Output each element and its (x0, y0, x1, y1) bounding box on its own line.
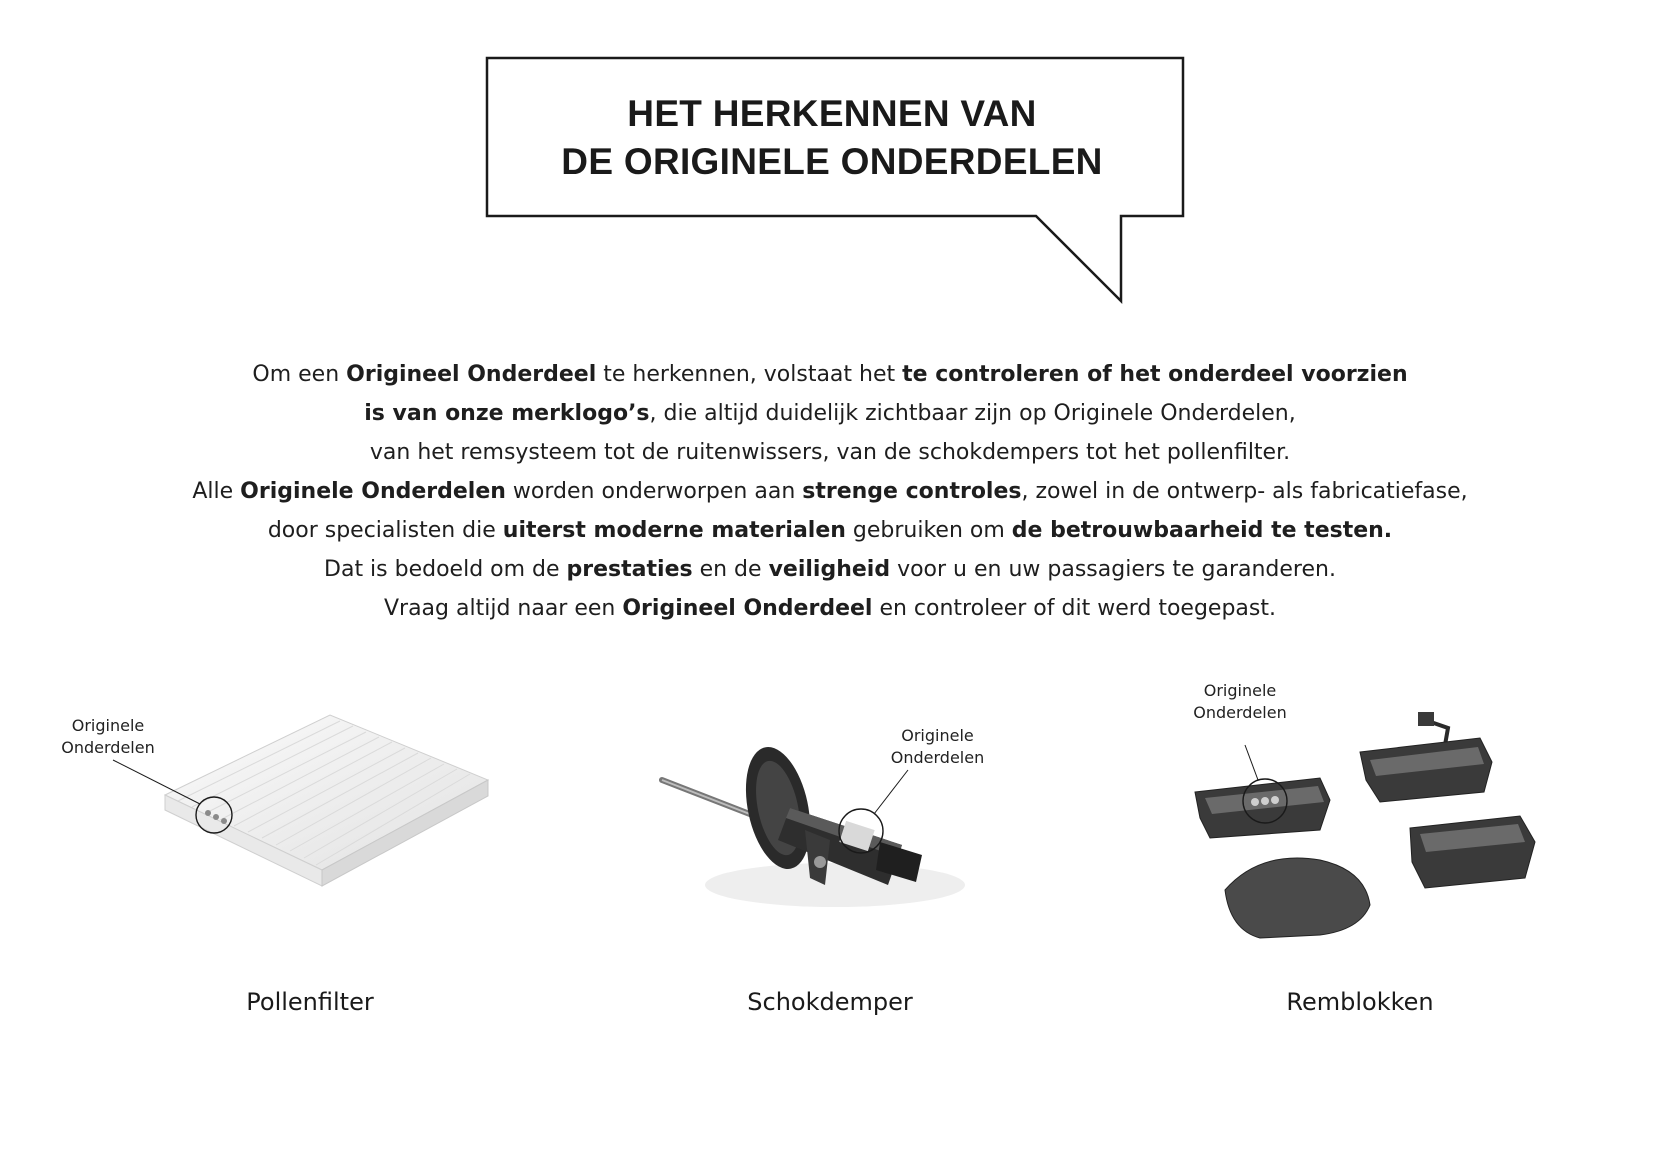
text: en de (692, 557, 769, 582)
callout-label (58, 715, 158, 759)
product-caption: Schokdemper (747, 988, 913, 1016)
intro-line-7 (100, 589, 1560, 628)
product-caption: Remblokken (1286, 988, 1434, 1016)
intro-line-2 (100, 394, 1560, 433)
intro-line-1 (100, 355, 1560, 394)
text: Alle (192, 479, 241, 504)
emphasis: te controleren of het onderdeel voorzien (902, 362, 1408, 387)
emphasis: Originele Onderdelen (240, 479, 506, 504)
intro-paragraph (100, 355, 1560, 628)
intro-line-6 (100, 550, 1560, 589)
emphasis: strenge controles (802, 479, 1022, 504)
callout-line-2: Onderdelen (1193, 703, 1287, 722)
callout-line-2: Onderdelen (890, 748, 985, 767)
text: , zowel in de ontwerp- als fabricatiefase, (1021, 479, 1468, 504)
callout-label (1190, 680, 1290, 724)
product-pollenfilter (50, 700, 510, 1060)
intro-line-4 (100, 472, 1560, 511)
text: worden onderworpen aan (505, 479, 803, 504)
callout-label (885, 725, 990, 769)
product-schokdemper (640, 700, 1020, 1060)
text: te herkennen, volstaat het (596, 362, 903, 387)
text: Dat is bedoeld om de (324, 557, 567, 582)
callout-line-2: Onderdelen (61, 738, 155, 757)
page-title (487, 90, 1177, 186)
emphasis: prestaties (566, 557, 693, 582)
callout-line-1: Originele (901, 726, 974, 745)
text: gebruiken om (845, 518, 1012, 543)
text: voor u en uw passagiers te garanderen. (890, 557, 1336, 582)
text: , die altijd duidelijk zichtbaar zijn op Originele Onderdelen, (649, 401, 1296, 426)
text: door specialisten die (267, 518, 503, 543)
emphasis: Origineel Onderdeel (346, 362, 597, 387)
emphasis: uiterst moderne materialen (502, 518, 846, 543)
emphasis: Origineel Onderdeel (622, 596, 873, 621)
intro-line-3 (100, 433, 1560, 472)
text: en controleer of dit werd toegepast. (872, 596, 1276, 621)
callout-line-1: Originele (1203, 681, 1277, 700)
text: van het remsysteem tot de ruitenwissers, van de schokdempers tot het pollenfilter. (369, 440, 1291, 465)
emphasis: veiligheid (768, 557, 891, 582)
product-caption: Pollenfilter (246, 988, 374, 1016)
title-line-1: HET HERKENNEN VAN (627, 93, 1037, 134)
title-line-2: DE ORIGINELE ONDERDELEN (561, 141, 1103, 182)
emphasis: de betrouwbaarheid te testen. (1011, 518, 1393, 543)
intro-line-5 (100, 511, 1560, 550)
text: Om een (252, 362, 347, 387)
emphasis: is van onze merklogo’s (364, 401, 650, 426)
text: Vraag altijd naar een (383, 596, 623, 621)
product-remblokken (1180, 681, 1580, 1060)
callout-line-1: Originele (71, 716, 145, 735)
